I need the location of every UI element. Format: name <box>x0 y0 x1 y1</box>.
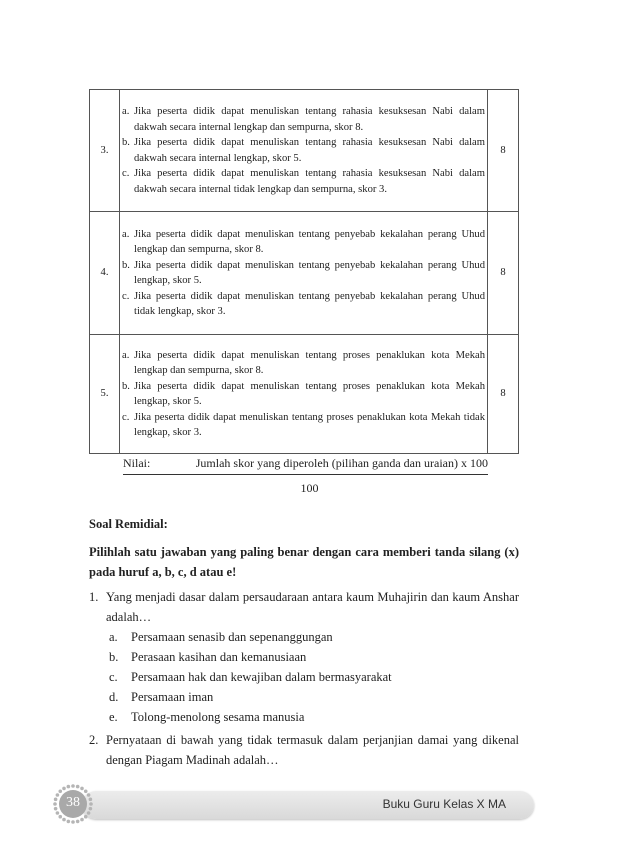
badge-ray <box>84 815 88 819</box>
badge-ray <box>62 787 66 791</box>
page-number: 38 <box>66 795 80 810</box>
rubric-table <box>89 89 519 454</box>
option <box>109 667 519 687</box>
remedial-heading: Soal Remidial: <box>89 517 168 531</box>
option-letter: e. <box>109 710 118 724</box>
badge-ray <box>71 820 75 824</box>
criterion-text: Jika peserta didik dapat menuliskan tentang proses penaklukan kota Mekah lengkap dan sempurna, skor 8. <box>134 349 485 376</box>
row-criteria <box>120 335 488 454</box>
criterion-text: Jika peserta didik dapat menuliskan tentang rahasia kesuksesan Nabi dalam dakwah secara internal lengkap, skor 5. <box>134 137 485 164</box>
badge-ray <box>80 787 84 791</box>
option <box>109 687 519 707</box>
rubric-row <box>90 335 519 454</box>
criterion-marker: c. <box>122 168 130 179</box>
badge-ray <box>71 784 75 788</box>
badge-ray <box>76 785 80 789</box>
criterion <box>122 348 485 379</box>
criterion-marker: a. <box>122 349 130 361</box>
criterion-text: Jika peserta didik dapat menuliskan tentang penyebab kekalahan perang Uhud lengkap dan sempurna, skor 8. <box>134 228 485 255</box>
criterion <box>122 135 485 166</box>
criterion-text: Jika peserta didik dapat menuliskan tentang rahasia kesuksesan Nabi dalam dakwah secara internal lengkap dan sempurna, skor 8. <box>134 106 485 133</box>
row-score: 8 <box>488 335 519 454</box>
row-number: 4. <box>90 212 120 335</box>
badge-ray <box>62 818 66 822</box>
book-title: Buku Guru Kelas X MA <box>382 797 506 811</box>
criterion <box>122 258 485 289</box>
criterion <box>122 227 485 258</box>
remedial-section <box>89 514 519 770</box>
question-options <box>109 627 519 727</box>
question-number: 1. <box>89 590 99 604</box>
question-number: 2. <box>89 733 99 747</box>
row-criteria <box>120 212 488 335</box>
formula-numerator-line <box>123 455 488 475</box>
badge-ray <box>67 820 71 824</box>
criterion <box>122 166 485 197</box>
option-letter: a. <box>109 630 118 644</box>
criterion-text: Jika peserta didik dapat menuliskan tentang rahasia kesuksesan Nabi dalam dakwah secara internal tidak lengkap dan sempurna, skor 3. <box>134 168 485 195</box>
option-text: Tolong-menolong sesama manusia <box>131 710 305 724</box>
criterion-text: Jika peserta didik dapat menuliskan tentang proses penaklukan kota Mekah lengkap, skor 5. <box>134 380 485 407</box>
option-letter: c. <box>109 670 118 684</box>
criterion-marker: b. <box>122 259 130 271</box>
badge-ray <box>58 815 62 819</box>
page-footer <box>52 783 538 825</box>
criterion <box>122 379 485 410</box>
question-text: Pernyataan di bawah yang tidak termasuk dalam perjanjian damai yang dikenal dengan Piagam Madinah adalah… <box>106 733 519 767</box>
score-formula <box>123 455 488 496</box>
criterion <box>122 410 485 441</box>
criterion <box>122 104 485 135</box>
badge-ray <box>76 820 80 824</box>
row-number: 5. <box>90 335 120 454</box>
badge-ray <box>67 785 71 789</box>
question <box>89 730 519 770</box>
criterion-marker: a. <box>122 106 130 117</box>
rubric-row <box>90 212 519 335</box>
option-text: Perasaan kasihan dan kemanusiaan <box>131 650 307 664</box>
row-score: 8 <box>488 212 519 335</box>
criterion-text: Jika peserta didik dapat menuliskan tentang penyebab kekalahan perang Uhud tidak lengkap, skor 3. <box>134 290 485 317</box>
criterion-marker: b. <box>122 380 130 392</box>
badge-ray <box>80 818 84 822</box>
row-score: 8 <box>488 90 519 212</box>
badge-ray <box>87 811 91 815</box>
formula-label: Nilai: <box>123 456 151 470</box>
criterion-marker: a. <box>122 228 130 240</box>
remedial-instruction: Pilihlah satu jawaban yang paling benar dengan cara memberi tanda silang (x) pada huruf a, b, c, d atau e! <box>89 545 519 579</box>
row-number: 3. <box>90 90 120 212</box>
row-criteria <box>120 90 488 212</box>
option-letter: b. <box>109 650 119 664</box>
formula-denominator: 100 <box>300 481 319 495</box>
badge-ray <box>58 789 62 793</box>
criterion-marker: b. <box>122 137 130 148</box>
criterion-text: Jika peserta didik dapat menuliskan tentang proses penaklukan kota Mekah tidak lengkap, skor 3. <box>134 411 485 438</box>
criterion-marker: c. <box>122 411 130 423</box>
badge-ray <box>56 811 60 815</box>
badge-ray <box>84 789 88 793</box>
option <box>109 647 519 667</box>
criterion-text: Jika peserta didik dapat menuliskan tentang penyebab kekalahan perang Uhud lengkap, skor 5. <box>134 259 485 286</box>
formula-numerator: Jumlah skor yang diperoleh (pilihan ganda dan uraian) x 100 <box>195 456 488 470</box>
criterion <box>122 289 485 320</box>
option-text: Persamaan iman <box>131 690 214 704</box>
option-text: Persamaan hak dan kewajiban dalam bermasyarakat <box>131 670 392 684</box>
option <box>109 627 519 647</box>
option-text: Persamaan senasib dan sepenanggungan <box>131 630 333 644</box>
question-text: Yang menjadi dasar dalam persaudaraan antara kaum Muhajirin dan kaum Anshar adalah… <box>106 590 519 624</box>
option <box>109 707 519 727</box>
criterion-marker: c. <box>122 290 130 302</box>
option-letter: d. <box>109 690 119 704</box>
rubric-row <box>90 90 519 212</box>
question <box>89 587 519 627</box>
